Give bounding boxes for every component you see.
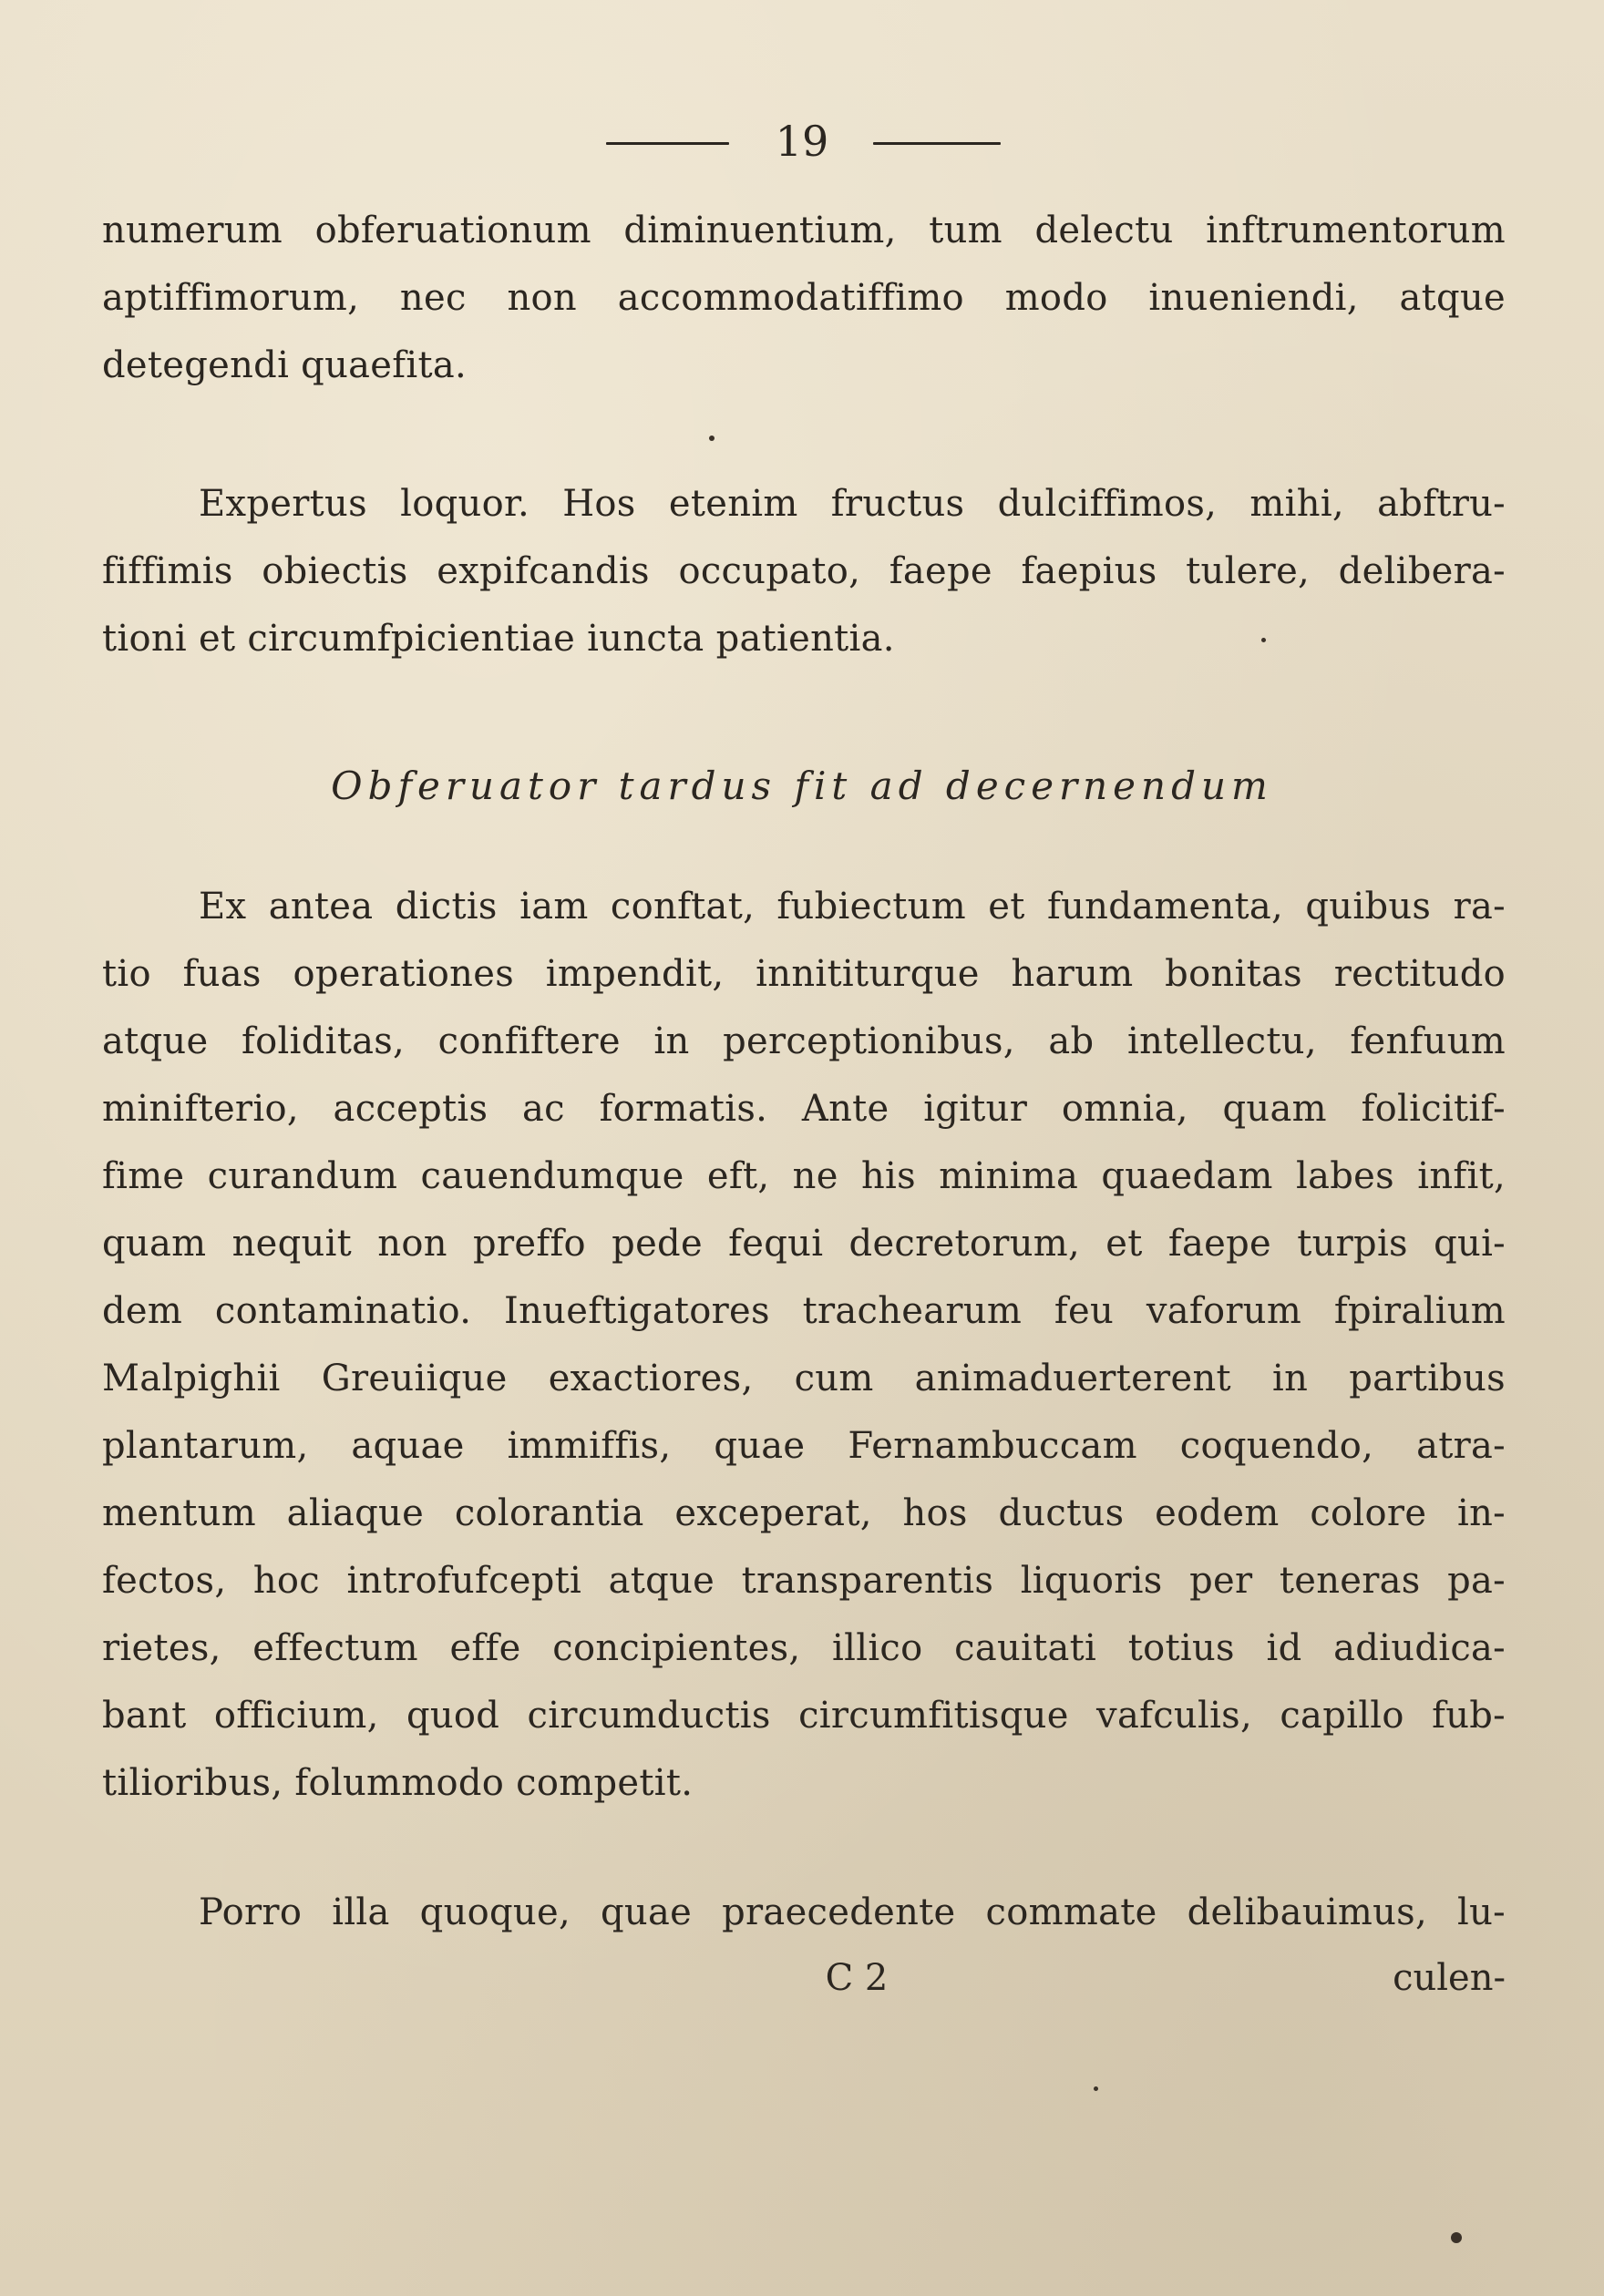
- paper-speck: [1451, 2232, 1462, 2243]
- paper-speck: [709, 436, 715, 441]
- text-line: Malpighii Greuiique exactiores, cum animaduerterent in partibus: [102, 1358, 1506, 1399]
- text-line: fime curandum cauendumque eft, ne his minima quaedam labes infit,: [102, 1155, 1506, 1197]
- page-number: 19: [775, 117, 829, 166]
- header-rule-left: [606, 142, 729, 145]
- text-line: rietes, effectum effe concipientes, illico cauitati totius id adiudica-: [102, 1627, 1506, 1669]
- text-line: tio fuas operationes impendit, innititurque harum bonitas rectitudo: [102, 953, 1506, 995]
- text-line: minifterio, acceptis ac formatis. Ante igitur omnia, quam folicitif-: [102, 1088, 1506, 1130]
- text-line: quam nequit non preffo pede fequi decretorum, et faepe turpis qui-: [102, 1223, 1506, 1265]
- text-line: fiffimis obiectis expifcandis occupato, faepe faepius tulere, delibera-: [102, 550, 1506, 592]
- text-line: fectos, hoc introfufcepti atque transparentis liquoris per teneras pa-: [102, 1560, 1506, 1602]
- text-line: tioni et circumfpicientiae iuncta patientia.: [102, 618, 895, 660]
- text-line: aptiffimorum, nec non accommodatiffimo modo inueniendi, atque: [102, 277, 1506, 319]
- text-line: tilioribus, folummodo competit.: [102, 1762, 694, 1804]
- text-line: dem contaminatio. Inueftigatores trachearum feu vaforum fpiralium: [102, 1290, 1506, 1332]
- section-heading: Obferuator tardus fit ad decernendum: [331, 764, 1273, 808]
- text-line: Ex antea dictis iam conftat, fubiectum et fundamenta, quibus ra-: [199, 886, 1506, 928]
- text-line: Porro illa quoque, quae praecedente commate delibauimus, lu-: [199, 1891, 1506, 1933]
- text-line: atque foliditas, confiftere in perceptionibus, ab intellectu, fenfuum: [102, 1020, 1506, 1062]
- paper-speck: [1261, 638, 1266, 642]
- paper-speck: [1094, 2086, 1098, 2091]
- text-line: numerum obferuationum diminuentium, tum delectu inftrumentorum: [102, 210, 1506, 251]
- text-line: bant officium, quod circumductis circumfitisque vafculis, capillo fub-: [102, 1695, 1506, 1737]
- signature-mark: C 2: [825, 1957, 889, 1999]
- catchword: culen-: [1393, 1957, 1506, 1999]
- text-line: detegendi quaefita.: [102, 344, 467, 386]
- text-line: plantarum, aquae immiffis, quae Fernambuccam coquendo, atra-: [102, 1425, 1506, 1467]
- text-line: Expertus loquor. Hos etenim fructus dulciffimos, mihi, abftru-: [199, 483, 1506, 525]
- text-line: mentum aliaque colorantia exceperat, hos ductus eodem colore in-: [102, 1492, 1506, 1534]
- header-rule-right: [873, 142, 1001, 145]
